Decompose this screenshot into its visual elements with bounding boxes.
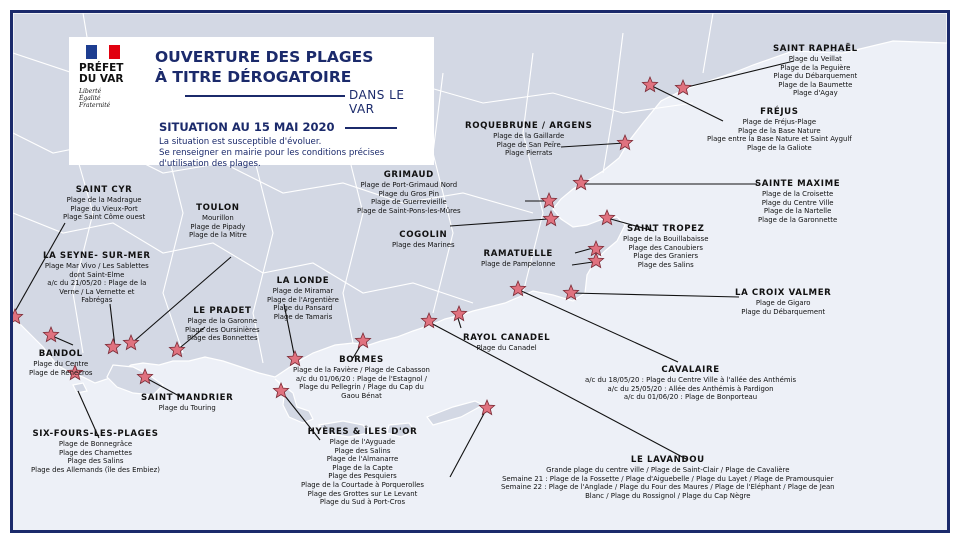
page-title <box>155 47 373 87</box>
beach-name: Plage du Sud à Port-Cros <box>319 498 406 507</box>
beach-name: Plage Mar Vivo / Les Sablettes <box>44 262 149 270</box>
beach-name: Plage de la Courtade à Porquerolles <box>301 480 424 489</box>
commune-name: SAINT TROPEZ <box>626 224 705 234</box>
commune-name: SAINTE MAXIME <box>755 179 841 189</box>
commune-name: BANDOL <box>38 349 83 359</box>
beach-name: Plage du Vieux-Port <box>70 204 138 213</box>
commune-la-croix-valmer <box>735 288 831 316</box>
marianne-flag-icon <box>86 45 120 59</box>
beach-name: Plage des Grottes sur Le Levant <box>307 489 418 498</box>
beach-name: Plage de la Peguière <box>780 63 851 72</box>
beach-name: Plage de Bonnegrâce <box>58 440 133 448</box>
commune-name: ROQUEBRUNE / ARGENS <box>465 121 593 131</box>
prefet-text <box>79 63 143 85</box>
motto-1: Liberté <box>79 88 102 95</box>
commune-la-seyne <box>43 251 151 305</box>
beach-name: Plage de la Galiote <box>746 143 812 152</box>
beach-name: Plage de la Garonnette <box>757 215 838 224</box>
commune-name: TOULON <box>196 203 240 213</box>
commune-name: FRÉJUS <box>760 107 799 117</box>
commune-name: LE LAVANDOU <box>630 455 705 465</box>
beach-name: Plage de la Base Nature <box>738 126 821 135</box>
beach-name: Plage de la Madrague <box>66 196 142 204</box>
commune-saint-tropez <box>623 224 708 269</box>
beach-name: Plage entre la Base Nature et Saint Aygulf <box>707 135 852 144</box>
beach-name: Plage des Salins <box>334 446 391 455</box>
beach-name: Plage de Tamaris <box>273 312 333 321</box>
beach-name: Grande plage du centre ville / Plage de Saint-Clair / Plage de Cavalière <box>546 466 790 474</box>
note-line3: d'utilisation des plages. <box>159 159 261 169</box>
beach-name: Plage de Pampelonne <box>481 260 556 268</box>
situation-rule <box>345 127 397 129</box>
beach-name: Plage du Débarquement <box>773 72 858 81</box>
beach-name: Verne / La Vernette et <box>59 287 135 296</box>
beach-name: Plage de la Capte <box>332 463 393 472</box>
commune-le-lavandou <box>501 455 835 500</box>
beach-name: Plage des Canoubiers <box>628 243 703 252</box>
commune-name: SAINT MANDRIER <box>141 393 234 403</box>
beach-name: Plage de la Bouillabaisse <box>623 235 709 243</box>
commune-name: HYÈRES & ÎLES D'OR <box>307 427 418 437</box>
commune-name: LA SEYNE- SUR-MER <box>43 251 151 261</box>
commune-toulon <box>189 203 247 240</box>
commune-la-londe <box>267 276 339 321</box>
commune-saint-mandrier <box>141 393 233 413</box>
commune-rayol <box>463 333 550 353</box>
commune-ramatuelle <box>481 249 555 269</box>
commune-name: BORMES <box>339 355 384 365</box>
commune-bormes <box>293 355 430 400</box>
situation-date: SITUATION AU 15 MAI 2020 <box>159 120 335 134</box>
commune-hyeres <box>301 427 424 507</box>
beach-name: Plage de Pipady <box>190 222 246 231</box>
title-rule <box>185 95 345 97</box>
title-line3: DANS LE VAR <box>349 88 405 116</box>
motto-2: Égalité <box>79 95 101 102</box>
beach-name: Plage du Pansard <box>273 304 333 313</box>
commune-name: CAVALAIRE <box>661 365 720 375</box>
beach-name: dont Saint-Elme <box>69 270 125 279</box>
prefet-line1: PRÉFET <box>79 62 124 74</box>
motto <box>79 88 143 109</box>
beach-name: Plage du Centre <box>33 360 89 368</box>
prefecture-logo <box>79 45 143 109</box>
beach-name: Plage de Fréjus-Plage <box>742 118 817 126</box>
commune-name: LA LONDE <box>276 276 330 286</box>
beach-name: Mourillon <box>202 214 234 222</box>
motto-3: Fraternité <box>79 102 111 109</box>
beach-name: Plage de l'Ayguade <box>329 438 396 446</box>
beach-name: Plage de la Garonne <box>187 317 258 325</box>
beach-name: Plage des Oursinières <box>185 325 260 334</box>
beach-name: Plage d'Agay <box>792 89 838 98</box>
beach-star-icon <box>479 400 494 415</box>
commune-name: COGOLIN <box>399 230 448 240</box>
title-box <box>69 37 434 169</box>
beach-name: Semaine 22 : Plage de l'Anglade / Plage du Four des Maures / Plage de l'Eléphant / Plage de Jean <box>501 483 835 492</box>
beach-name: a/c du 01/06/20 : Plage de l'Estagnol / <box>295 374 427 383</box>
beach-name: Semaine 21 : Plage de la Fossette / Plage d'Aiguebelle / Plage du Layet / Plage de Pramousquier <box>502 474 834 483</box>
commune-cavalaire <box>585 365 796 402</box>
commune-frejus <box>707 107 852 152</box>
title-line1: OUVERTURE DES PLAGES <box>155 48 374 66</box>
beach-name: Plage des Graniers <box>633 252 699 261</box>
commune-sainte-maxime <box>755 179 840 224</box>
commune-roquebrune <box>465 121 592 158</box>
beach-name: Plage de la Mitre <box>189 231 247 240</box>
beach-name: Plage du Veillat <box>788 55 842 63</box>
beach-name: Plage Pierrats <box>505 149 553 158</box>
commune-grimaud <box>357 170 461 215</box>
beach-name: Fabrégas <box>81 296 113 305</box>
beach-name: Plage Saint Côme ouest <box>63 213 146 222</box>
commune-name: LE PRADET <box>193 306 252 316</box>
map-frame <box>10 10 950 533</box>
prefet-line2: DU VAR <box>79 73 124 85</box>
title-line2: À TITRE DÉROGATOIRE <box>155 68 352 86</box>
beach-name: a/c du 21/05/20 : Plage de la <box>47 279 147 288</box>
beach-name: Plage de Renécros <box>29 368 93 377</box>
beach-name: Gaou Bénat <box>341 391 382 400</box>
beach-name: a/c du 18/05/20 : Plage du Centre Ville à l'allée des Anthémis <box>585 376 797 384</box>
commune-cogolin <box>392 230 455 250</box>
commune-le-pradet <box>185 306 260 343</box>
commune-name: RAMATUELLE <box>483 249 553 259</box>
beach-name: Plage du Pellegrin / Plage du Cap du <box>299 383 424 392</box>
beach-name: Plage de la Favière / Plage de Cabasson <box>293 366 430 374</box>
note-line2: Se renseigner en mairie pour les conditions précises <box>159 148 385 158</box>
commune-name: SAINT CYR <box>75 185 133 195</box>
beach-name: Blanc / Plage du Rossignol / Plage du Cap Nègre <box>585 491 751 500</box>
beach-name: Plage des Bonnettes <box>187 334 258 343</box>
commune-bandol <box>29 349 93 377</box>
commune-name: SAINT RAPHAËL <box>773 44 858 54</box>
commune-name: SIX-FOURS-LES-PLAGES <box>32 429 159 439</box>
beach-name: a/c du 01/06/20 : Plage de Bonporteau <box>623 393 758 402</box>
beach-name: Plage de la Baumette <box>778 80 853 89</box>
commune-name: RAYOL CANADEL <box>463 333 551 343</box>
beach-name: Plage de la Gaillarde <box>493 132 565 140</box>
beach-name: Plage de Guerrevieille <box>370 198 447 207</box>
beach-name: Plage des Chamettes <box>58 448 133 457</box>
commune-saint-cyr <box>63 185 145 222</box>
beach-name: a/c du 25/05/20 : Allée des Anthémis à Pardigon <box>607 384 774 393</box>
commune-saint-raphael <box>773 44 858 98</box>
beach-name: Plage des Pesquiers <box>328 472 397 481</box>
beach-name: Plage du Gros Pin <box>378 189 439 198</box>
disclaimer-note <box>159 137 384 170</box>
beach-name: Plage du Touring <box>158 404 216 412</box>
beach-name: Plage des Marines <box>392 241 455 249</box>
beach-name: Plage de Miramar <box>272 287 334 295</box>
beach-name: Plage des Salins <box>637 260 694 269</box>
beach-name: Plage de Saint-Pons-les-Mûres <box>357 206 461 215</box>
commune-name: GRIMAUD <box>383 170 434 180</box>
commune-six-fours <box>31 429 160 474</box>
beach-name: Plage de l'Argentière <box>267 295 339 304</box>
beach-name: Plage du Centre Ville <box>761 198 834 207</box>
beach-name: Plage de l'Almanarre <box>326 455 399 464</box>
beach-name: Plage de la Nartelle <box>763 207 832 216</box>
beach-name: Plage du Canadel <box>476 344 537 352</box>
beach-name: Plage de la Croisette <box>761 190 834 198</box>
beach-name: Plage des Salins <box>67 457 124 466</box>
beach-name: Plage de Gigaro <box>755 299 811 307</box>
beach-name: Plage des Allemands (île des Embiez) <box>31 465 160 474</box>
commune-name: LA CROIX VALMER <box>735 288 832 298</box>
note-line1: La situation est susceptible d'évoluer. <box>159 137 322 147</box>
beach-name: Plage du Débarquement <box>741 307 826 316</box>
beach-name: Plage de San Peïre <box>496 140 561 149</box>
beach-name: Plage de Port-Grimaud Nord <box>360 181 458 189</box>
